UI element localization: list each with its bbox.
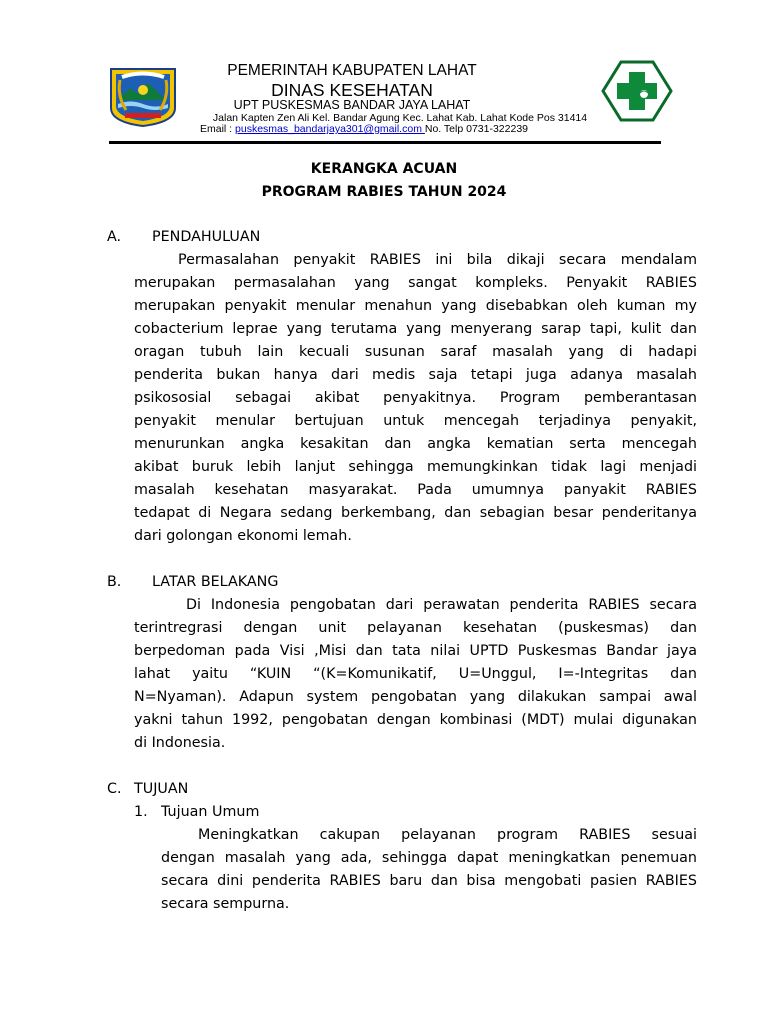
paragraph-line: tedapat di Negara sedang berkembang, dan sebagian besar penderitanya: [134, 505, 697, 521]
paragraph-line: di Indonesia.: [134, 735, 226, 751]
health-cross-logo: [601, 60, 673, 122]
header-line-agency: DINAS KESEHATAN: [271, 80, 433, 100]
paragraph-line: oragan tubuh lain kecuali susunan saraf masalah yang di hadapi: [134, 344, 697, 360]
paragraph-line: akibat buruk lebih lanjut sehingga memungkinkan tidak lagi menjadi: [134, 459, 697, 475]
paragraph-line: secara dini penderita RABIES baru dan bisa mengobati pasien RABIES: [161, 873, 697, 889]
paragraph-line: N=Nyaman). Adapun system pengobatan yang dilakukan sampai awal: [134, 689, 697, 705]
header-contact: [200, 123, 528, 136]
email-label: Email :: [200, 123, 236, 135]
section-c-letter: C.: [107, 781, 122, 797]
paragraph-line: cobacterium leprae yang terutama yang menyerang sarap tapi, kulit dan: [134, 321, 697, 337]
paragraph-line: Permasalahan penyakit RABIES ini bila dikaji secara mendalam: [178, 252, 697, 268]
section-a-letter: A.: [107, 229, 122, 245]
paragraph-line: merupakan permasalahan yang sangat kompleks. Penyakit RABIES: [134, 275, 697, 291]
section-b-letter: B.: [107, 574, 122, 590]
document-title: KERANGKA ACUAN: [310, 161, 458, 177]
header-line-unit: UPT PUSKESMAS BANDAR JAYA LAHAT: [233, 98, 471, 112]
header-address: Jalan Kapten Zen Ali Kel. Bandar Agung Kec. Lahat Kab. Lahat Kode Pos 31414: [212, 112, 588, 124]
paragraph-line: penderita bukan hanya dari medis saja tetapi juga adanya masalah: [134, 367, 697, 383]
paragraph-line: Di Indonesia pengobatan dari perawatan penderita RABIES secara: [186, 597, 697, 613]
phone-number: No. Telp 0731-322239: [424, 123, 528, 135]
regency-logo: [108, 66, 178, 128]
subsection-number: 1.: [134, 804, 148, 820]
header-line-government: PEMERINTAH KABUPATEN LAHAT: [227, 62, 477, 79]
section-a-heading: PENDAHULUAN: [152, 229, 261, 245]
paragraph-line: yakni tahun 1992, pengobatan dengan kombinasi (MDT) mulai digunakan: [134, 712, 697, 728]
section-c-heading: TUJUAN: [134, 781, 189, 797]
paragraph-line: penyakit menular bertujuan untuk mencegah terjadinya penyakit,: [134, 413, 697, 429]
paragraph-line: dengan masalah yang ada, sehingga dapat meningkatkan penemuan: [161, 850, 697, 866]
paragraph-line: berpedoman pada Visi ,Misi dan tata nilai UPTD Puskesmas Bandar jaya: [134, 643, 697, 659]
paragraph-line: dari golongan ekonomi lemah.: [134, 528, 352, 544]
paragraph-line: masalah kesehatan masyarakat. Pada umumnya panyakit RABIES: [134, 482, 697, 498]
paragraph-line: lahat yaitu “KUIN “(K=Komunikatif, U=Unggul, I=-Integritas dan: [134, 666, 697, 682]
paragraph-line: menurunkan angka kesakitan dan angka kematian serta mencegah: [134, 436, 697, 452]
paragraph-line: merupakan penyakit menular menahun yang disebabkan oleh kuman my: [134, 298, 697, 314]
document-subtitle: PROGRAM RABIES TAHUN 2024: [261, 184, 507, 200]
subsection-heading: Tujuan Umum: [161, 804, 260, 820]
paragraph-line: psikososial sebagai akibat penyakitnya. Program pemberantasan: [134, 390, 697, 406]
paragraph-line: terintregrasi dengan unit pelayanan kesehatan (puskesmas) dan: [134, 620, 697, 636]
paragraph-line: Meningkatkan cakupan pelayanan program RABIES sesuai: [198, 827, 697, 843]
email-link[interactable]: puskesmas_bandarjaya301@gmail.com: [235, 123, 425, 135]
header-divider: [109, 141, 661, 144]
section-b-heading: LATAR BELAKANG: [152, 574, 279, 590]
paragraph-line: secara sempurna.: [161, 896, 290, 912]
